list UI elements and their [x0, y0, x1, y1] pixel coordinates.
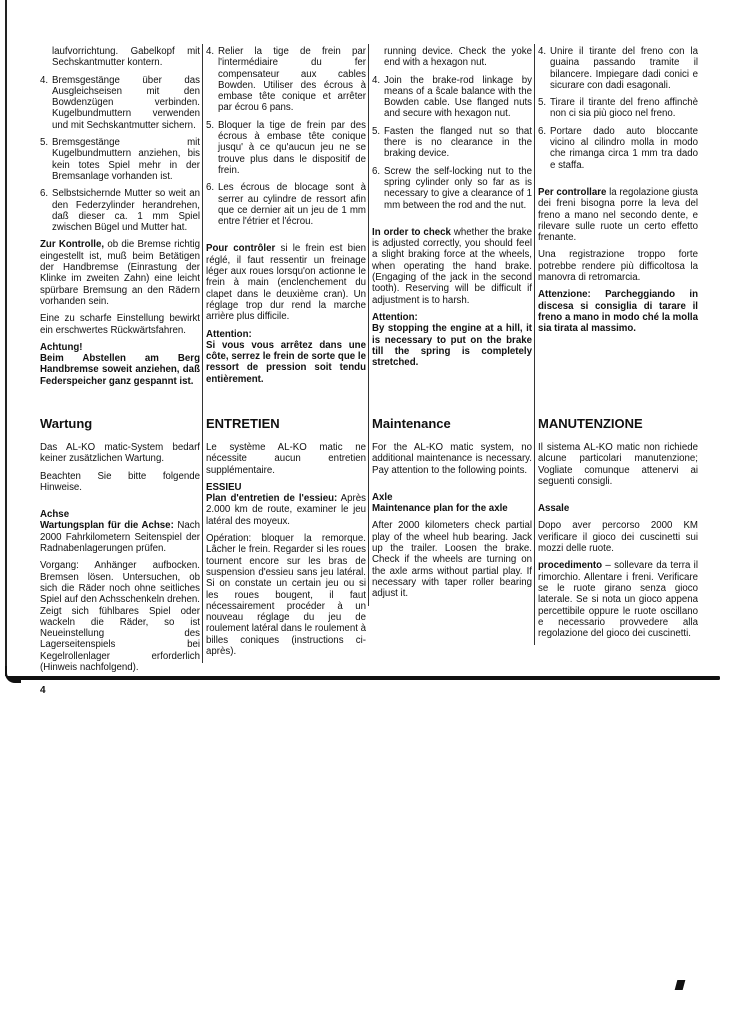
- paragraph: [538, 249, 698, 283]
- column-italian: [534, 44, 698, 645]
- paragraph-text: Una registrazione troppo forte potrebbe rendere più difficoltosa la manovra di retromarcia.: [538, 249, 698, 284]
- step-number: 6.: [206, 182, 215, 194]
- paragraph: [538, 442, 698, 487]
- paragraph-lead: Per controllare: [538, 186, 607, 198]
- section-heading: ENTRETIEN: [206, 416, 280, 431]
- column-italian-maintenance: [538, 416, 698, 645]
- step-number: 4.: [372, 74, 381, 86]
- section-heading: Maintenance: [372, 416, 451, 431]
- page-left-border: [5, 0, 7, 676]
- continued-step: laufvorrichtung. Gabelkopf mit Sechskantmutter kontern.: [52, 46, 200, 69]
- paragraph-text: After 2000 kilometers check partial play of the wheel hub bearing. Jack up the trailer. Loosen the brake. Check if the wheels are turning on the axle arms without partial play. If necessary with taper roller bearing adjust it.: [372, 520, 532, 600]
- column-french-maintenance: [206, 416, 366, 663]
- numbered-step: [372, 166, 532, 211]
- paragraph-text: Das AL-KO matic-System bedarf keiner zusätzlichen Wartung.: [40, 442, 200, 465]
- numbered-step: [372, 126, 532, 160]
- section-heading: Wartung: [40, 416, 93, 431]
- numbered-step: [538, 126, 698, 171]
- step-number: 5.: [40, 137, 49, 149]
- continued-step: running device. Check the yoke end with a hexagon nut.: [384, 46, 532, 69]
- paragraph-text: Nach 2000 Fahrkilometern Seitenspiel der Radnabenlagerungen prüfen.: [40, 520, 201, 555]
- subheading: Attention:: [372, 311, 418, 323]
- column-french: [202, 44, 366, 663]
- paragraph: [40, 442, 200, 465]
- paragraph-text: Eine zu scharfe Einstellung bewirkt ein erschwertes Rückwärtsfahren.: [40, 313, 200, 336]
- column-english-maintenance: [372, 416, 532, 606]
- paragraph-lead: In order to check: [372, 226, 451, 238]
- spacer: [372, 217, 532, 227]
- paragraph-text: Le système AL-KO matic ne nécessite aucun entretien supplémentaire.: [206, 442, 366, 476]
- column-german-top: [40, 44, 200, 402]
- numbered-step: [206, 182, 366, 227]
- step-text: Fasten the flanged nut so that there is no clearance in the braking device.: [384, 125, 532, 160]
- step-text: Unire il tirante del freno con la guaina passando tramite il bilancere. Impiegare dadi conici e sicurare con dadi esagonali.: [550, 46, 698, 91]
- step-text: Bremsgestänge mit Kugelbundmuttern anziehen, bis kein totes Spiel mehr in der Bremsanlage vorhanden ist.: [52, 137, 200, 182]
- column-english: [368, 44, 532, 606]
- numbered-step: [538, 97, 698, 120]
- paragraph: [40, 239, 200, 307]
- paragraph: [206, 533, 366, 657]
- step-number: 6.: [538, 125, 547, 137]
- numbered-step: [206, 120, 366, 176]
- warning-paragraph: Assale: [538, 503, 570, 515]
- paragraph: [40, 560, 200, 673]
- paragraph-lead: Plan d'entretien de l'essieu:: [206, 493, 338, 505]
- step-text: Screw the self-locking nut to the spring cylinder only so far as is necessary to give a clearance of 1 mm between the rod and the nut.: [384, 165, 532, 211]
- subheading: Achse: [40, 509, 70, 521]
- warning-paragraph: Attenzione: Parcheggiando in discesa si consiglia di tarare il freno a mano in modo ché la molla sia tirata al massimo.: [538, 289, 698, 335]
- warning-paragraph: Beim Abstellen am Berg Handbremse soweit anziehen, daß Federspeicher ganz gespannt ist.: [40, 353, 200, 387]
- paragraph: [372, 442, 532, 476]
- numbered-step: [40, 137, 200, 182]
- step-number: 4.: [538, 46, 547, 57]
- paragraph-text: – sollevare da terra il rimorchio. Allentare i freni. Verificare se le ruote girano senza gioco laterale. Se si nota un gioco appena percettibile oppure le ruote oscillano e necessario provvedere alla regolazione del gioco dei cuscinetti.: [538, 560, 698, 640]
- warning-paragraph: By stopping the engine at a hill, it is necessary to put on the brake till the spring is completely stretched.: [372, 323, 532, 369]
- paragraph: [40, 520, 200, 554]
- warning-paragraph: Si vous vous arrêtez dans une côte, serrez le frein de sorte que le ressort de pression soit tendu entièrement.: [206, 339, 366, 385]
- section-heading: MANUTENZIONE: [538, 416, 643, 431]
- paragraph-text: Il sistema AL-KO matic non richiede alcune particolari manutenzione; Vogliate comunque attenervi ai seguenti consigli.: [538, 442, 698, 487]
- numbered-step: [538, 46, 698, 91]
- step-text: Portare dado auto bloccante vicino al cilindro molla in modo che rimanga circa 1 mm tra dado e staffa.: [550, 125, 698, 171]
- paragraph: [206, 243, 366, 322]
- paragraph-text: Opération: bloquer la remorque. Lâcher le frein. Regarder si les roues tournent encore sur les bras de suspension d'essieu sans jeu latéral. Si on constate un certain jeu ou si les roues bougent, il faut nécessairement procéder à un nouveau réglage du jeu de roulement latéral dans le roulement à billes coniques (instructions ci-après).: [206, 533, 366, 658]
- subheading: Attention:: [206, 328, 252, 340]
- paragraph: [538, 520, 698, 554]
- step-text: Join the brake-rod linkage by means of a ŝcale balance with the Bowden cable. Use flanged nuts and secure with hexagon nut.: [384, 74, 532, 120]
- paragraph-text: For the AL-KO matic system, no additional maintenance is necessary. Pay attention to the following points.: [372, 442, 532, 476]
- paragraph-lead: Wartungsplan für die Achse:: [40, 520, 174, 532]
- step-text: Bremsgestänge über das Ausgleichseisen mit den Bowdenzügen verbinden. Kugelbundmuttern verwenden und mit Sechskantmutter sichern.: [52, 74, 200, 131]
- numbered-step: [40, 75, 200, 131]
- paragraph-text: ob die Bremse richtig eingestellt ist, muß beim Betätigen der Handbremse (Einrastung der Klinke im zweiten Zahn) eine leicht spürbare Bremsung an den Rädern vorhanden sein.: [40, 239, 201, 307]
- step-text: Bloquer la tige de frein par des écrous à embase tête conique jusqu' à ce qu'aucun jeu ne se trouve plus dans le dispositif de frein.: [218, 119, 366, 176]
- step-text: Les écrous de blocage sont à serrer au cylindre de ressort afin que ce dernier ait un jeu de 1 mm entre l'étrier et l'écrou.: [218, 182, 366, 228]
- column-french-top: [206, 44, 366, 402]
- step-number: 4.: [40, 74, 49, 86]
- paragraph: [40, 313, 200, 336]
- page-number: 4: [40, 685, 46, 697]
- paragraph-lead: Zur Kontrolle,: [40, 239, 105, 251]
- step-number: 5.: [538, 97, 547, 109]
- warning-paragraph: Maintenance plan for the axle: [372, 503, 508, 515]
- step-number: 6.: [372, 165, 381, 177]
- step-text: Tirare il tirante del freno affinchè non ci sia più gioco nel freno.: [550, 97, 698, 120]
- step-text: Relier la tige de frein par l'intermédiaire du fer compensateur aux cables Bowden. Utiliser des écrous à embase tête conique et arrêter par écrou 6 pans.: [218, 46, 366, 114]
- subheading: Achtung!: [40, 341, 83, 353]
- paragraph-text: whether the brake is adjusted correctly, you should feel a slight braking force at the wheels, when operating the hand brake. (Engaging of the jack in the second tooth). Reserving will be difficult if adjustment is to harsh.: [372, 226, 532, 306]
- subheading: ESSIEU: [206, 481, 242, 493]
- paragraph: [206, 493, 366, 527]
- paragraph-text: si le frein est bien réglé, il faut ressentir un freinage léger aux roues lorsqu'on actionne le frein à main (enclenchement du clapet dans le deuxième cran). Un réglage trop dur rend la marche arrière plus difficile.: [206, 243, 367, 323]
- spacer: [372, 482, 532, 492]
- numbered-step: [40, 188, 200, 233]
- paragraph: [40, 471, 200, 494]
- paragraph: [372, 227, 532, 306]
- column-german: [40, 44, 200, 697]
- column-german-maintenance: [40, 416, 200, 679]
- step-number: 4.: [206, 46, 215, 57]
- column-italian-top: [538, 44, 698, 402]
- paragraph: [538, 560, 698, 639]
- step-number: 5.: [372, 125, 381, 137]
- paragraph-text: Beachten Sie bitte folgende Hinweise.: [40, 470, 200, 493]
- paragraph-lead: procedimento: [538, 560, 603, 572]
- paragraph-text: Vorgang: Anhänger aufbocken. Bremsen lösen. Untersuchen, ob sich die Räder noch ohne seitliches Spiel auf den Achsschenkeln drehen. Zeigt sich fühlbares Spiel oder wackeln die Räder, so ist Neueinstellung des Lagerseitenspiels bei Kegelrollenlager erforderlich (Hinweis nachfolgend).: [40, 560, 200, 674]
- column-english-top: [372, 44, 532, 402]
- paragraph: [538, 187, 698, 243]
- numbered-step: [372, 75, 532, 120]
- paragraph-text: la regolazione giusta dei freni bisogna porre la leva del freno a mano nel secondo dente, e rilevare sulle ruote un certo effetto frenante.: [538, 186, 698, 244]
- step-number: 6.: [40, 188, 49, 200]
- step-number: 5.: [206, 119, 215, 131]
- page-corner-border: [5, 666, 21, 683]
- paragraph: [372, 520, 532, 599]
- spacer: [538, 493, 698, 503]
- numbered-step: [206, 46, 366, 114]
- subheading: Axle: [372, 491, 393, 503]
- paragraph-text: Après 2.000 km de route, examiner le jeu latéral des moyeux.: [206, 493, 366, 527]
- paragraph: [206, 442, 366, 476]
- paragraph-text: Dopo aver percorso 2000 KM verificare il gioco dei cuscinetti sui mozzi delle ruote.: [538, 520, 698, 555]
- spacer: [40, 499, 200, 509]
- paragraph-lead: Pour contrôler: [206, 243, 276, 255]
- spacer: [206, 233, 366, 243]
- step-text: Selbstsichernde Mutter so weit an den Federzylinder herandrehen, daß dieser ca. 1 mm Spiel zwischen Bügel und Mutter hat.: [52, 188, 200, 234]
- spacer: [538, 177, 698, 187]
- scan-mark: [675, 980, 686, 990]
